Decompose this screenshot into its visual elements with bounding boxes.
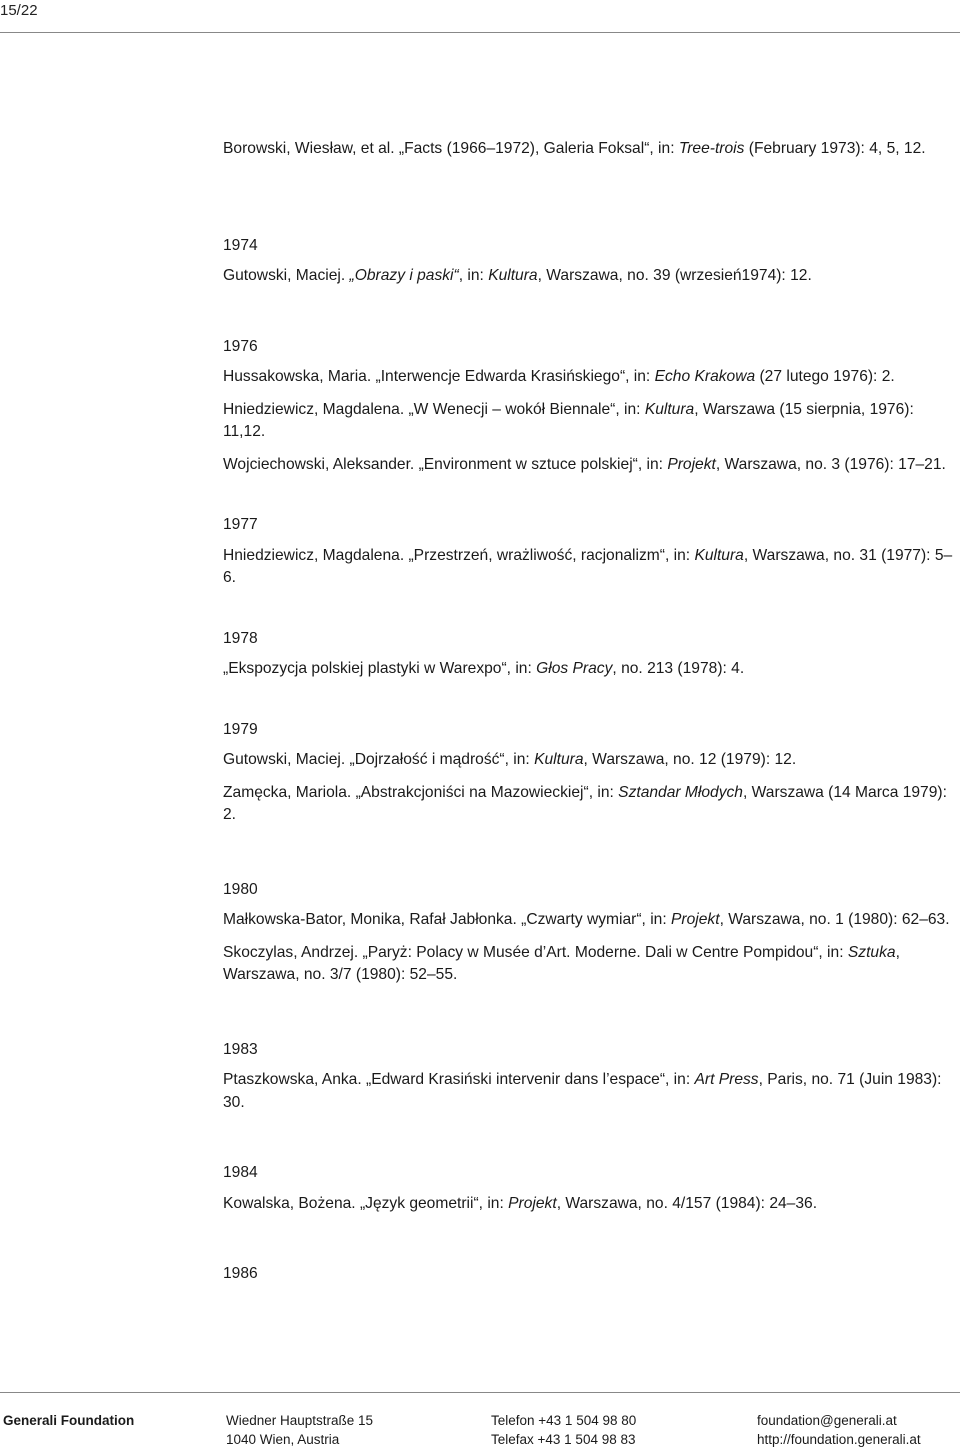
year-heading-1986: 1986 (223, 1265, 258, 1282)
year-heading-1977: 1977 (223, 516, 258, 533)
fax-number: Telefax +43 1 504 98 83 (491, 1432, 636, 1447)
website-link[interactable]: http://foundation.generali.at (757, 1432, 921, 1447)
bib-entry: Ptaszkowska, Anka. „Edward Krasiński intervenir dans l’espace“, in: Art Press, Paris, no. 71 (Juin 1983): 30. (223, 1071, 942, 1111)
address-street: Wiedner Hauptstraße 15 (226, 1413, 374, 1428)
bib-entry: „Ekspozycja polskiej plastyki w Warexpo“, in: Głos Pracy, no. 213 (1978): 4. (223, 660, 745, 677)
year-heading-1979: 1979 (223, 720, 258, 738)
bib-entry: Gutowski, Maciej. „Dojrzałość i mądrość“, in: Kultura, Warszawa, no. 12 (1979): 12. (223, 751, 797, 768)
bib-entry: Hussakowska, Maria. „Interwencje Edwarda Krasińskiego“, in: Echo Krakowa (27 lutego 1976): 2. (223, 368, 895, 385)
year-heading-1983: 1983 (223, 1040, 258, 1058)
footer-contact (757, 1411, 921, 1449)
org-name: Generali Foundation (3, 1413, 135, 1428)
bib-entry: Skoczylas, Andrzej. „Paryż: Polacy w Musée d’Art. Moderne. Dali w Centre Pompidou“, in: Sztuka, Warszawa, no. 3/7 (1980): 52–55. (223, 943, 900, 983)
bib-entry: Małkowska-Bator, Monika, Rafał Jabłonka. „Czwarty wymiar“, in: Projekt, Warszawa, no. 1 (1980): 62–63. (223, 911, 950, 928)
footer-phone (491, 1411, 636, 1449)
bib-entry: Hniedziewicz, Magdalena. „W Wenecji – wokół Biennale“, in: Kultura, Warszawa (15 sierpnia, 1976): 11,12. (223, 400, 914, 440)
year-heading-1984: 1984 (223, 1164, 258, 1181)
top-divider (0, 32, 960, 33)
bib-entry: Borowski, Wiesław, et al. „Facts (1966–1972), Galeria Foksal“, in: Tree-trois (February 1973): 4, 5, 12. (223, 140, 926, 157)
year-heading-1978: 1978 (223, 629, 258, 647)
phone-number: Telefon +43 1 504 98 80 (491, 1413, 637, 1428)
footer-org (3, 1411, 134, 1430)
year-heading-1974: 1974 (223, 236, 258, 254)
year-heading-1980: 1980 (223, 880, 258, 898)
page-number: 15/22 (0, 2, 38, 19)
bib-entry: Wojciechowski, Aleksander. „Environment w sztuce polskiej“, in: Projekt, Warszawa, no. 3 (1976): 17–21. (223, 455, 946, 473)
address-city: 1040 Wien, Austria (226, 1432, 340, 1447)
email-link[interactable]: foundation@generali.at (757, 1413, 897, 1428)
footer-address (226, 1411, 373, 1449)
footer-divider (0, 1392, 960, 1393)
bibliography (223, 138, 958, 1294)
bib-entry: Kowalska, Bożena. „Język geometrii“, in: Projekt, Warszawa, no. 4/157 (1984): 24–36. (223, 1194, 818, 1212)
bib-entry: Gutowski, Maciej. „Obrazy i paski“, in: Kultura, Warszawa, no. 39 (wrzesień1974): 12. (223, 267, 812, 284)
year-heading-1976: 1976 (223, 337, 258, 355)
bib-entry: Hniedziewicz, Magdalena. „Przestrzeń, wrażliwość, racjonalizm“, in: Kultura, Warszawa, no. 31 (1977): 5–6. (223, 546, 953, 586)
bib-entry: Zamęcka, Mariola. „Abstrakcjoniści na Mazowieckiej“, in: Sztandar Młodych, Warszawa (14 Marca 1979): 2. (223, 783, 947, 823)
